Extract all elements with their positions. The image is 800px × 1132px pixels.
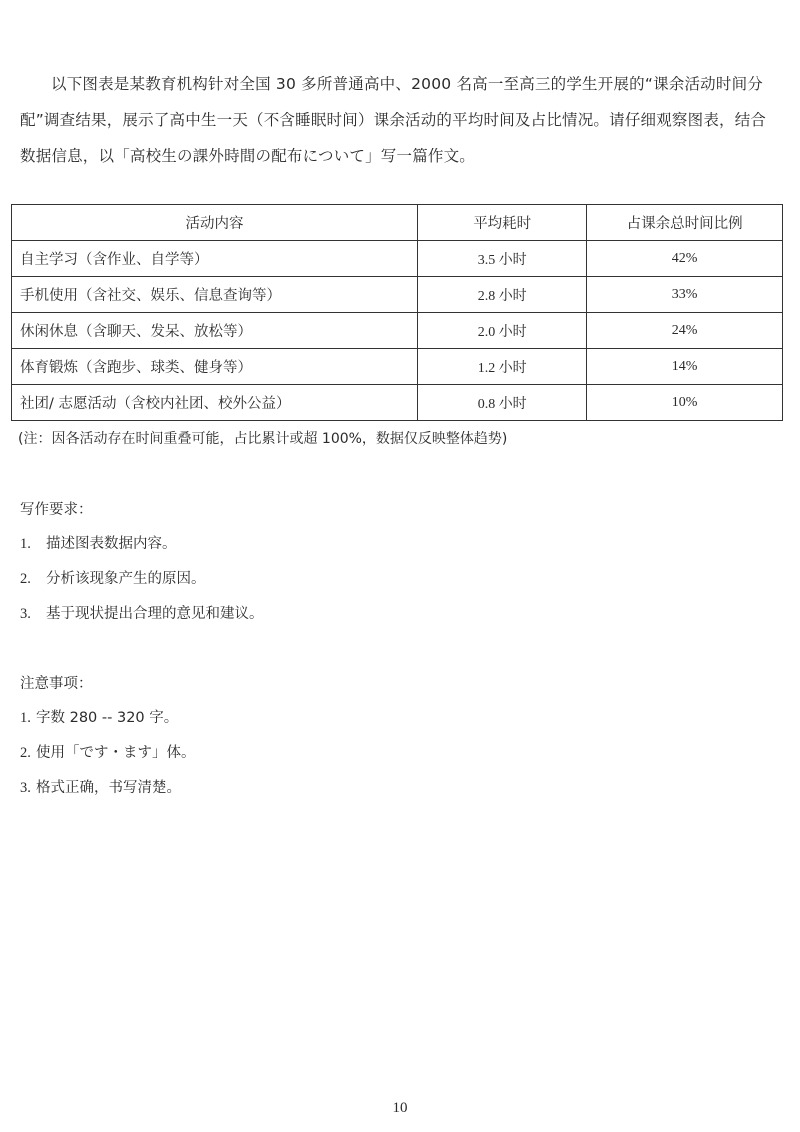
item-text: 基于现状提出合理的意见和建议。 (46, 606, 264, 622)
item-text: 使用「です・ます」体。 (36, 745, 196, 761)
list-item (20, 562, 264, 597)
table-row (12, 241, 783, 277)
row-activity: 自主学习（含作业、自学等） (12, 241, 418, 277)
row-ratio: 42% (587, 241, 783, 277)
header-activity: 活动内容 (12, 205, 418, 241)
item-text: 描述图表数据内容。 (46, 536, 177, 552)
table-row (12, 385, 783, 421)
table-row (12, 277, 783, 313)
attention-title: 注意事项： (20, 676, 93, 692)
item-number: 3. (20, 606, 31, 622)
intro-paragraph: 以下图表是某教育机构针对全国 30 多所普通高中、2000 名高一至高三的学生开展的“课余活动时间分配”调查结果，展示了高中生一天（不含睡眠时间）课余活动的平均时间及占比情况。请仔细观察图表，结合数据信息，以「高校生の課外時間の配布について」写一篇作文。 (20, 75, 767, 165)
row-ratio: 10% (587, 385, 783, 421)
header-ratio: 占课余总时间比例 (587, 205, 783, 241)
row-time: 0.8 小时 (418, 385, 587, 421)
row-ratio: 33% (587, 277, 783, 313)
table-header-row (12, 205, 783, 241)
item-number: 1. (20, 536, 31, 552)
item-text: 字数 280 -- 320 字。 (36, 710, 179, 726)
row-time: 3.5 小时 (418, 241, 587, 277)
requirements-title: 写作要求： (20, 502, 93, 518)
page-number: 10 (392, 1100, 408, 1116)
row-time: 2.8 小时 (418, 277, 587, 313)
item-text: 格式正确，书写清楚。 (36, 780, 181, 796)
table-note: (注：因各活动存在时间重叠可能，占比累计或超 100%，数据仅反映整体趋势) (18, 431, 508, 447)
row-time: 1.2 小时 (418, 349, 587, 385)
list-item (20, 736, 196, 771)
table-row (12, 313, 783, 349)
table-row (12, 349, 783, 385)
row-activity: 手机使用（含社交、娱乐、信息查询等） (12, 277, 418, 313)
row-activity: 休闲休息（含聊天、发呆、放松等） (12, 313, 418, 349)
survey-table (11, 204, 783, 421)
requirements-list (20, 527, 264, 632)
header-average-time: 平均耗时 (418, 205, 587, 241)
item-number: 2. (20, 571, 31, 587)
row-time: 2.0 小时 (418, 313, 587, 349)
list-item (20, 527, 264, 562)
row-ratio: 24% (587, 313, 783, 349)
item-number: 1. (20, 710, 31, 726)
list-item (20, 771, 196, 806)
item-number: 2. (20, 745, 31, 761)
item-text: 分析该现象产生的原因。 (46, 571, 206, 587)
row-activity: 体育锻炼（含跑步、球类、健身等） (12, 349, 418, 385)
row-ratio: 14% (587, 349, 783, 385)
attention-list (20, 701, 196, 806)
list-item (20, 597, 264, 632)
item-number: 3. (20, 780, 31, 796)
list-item (20, 701, 196, 736)
row-activity: 社团/ 志愿活动（含校内社团、校外公益） (12, 385, 418, 421)
